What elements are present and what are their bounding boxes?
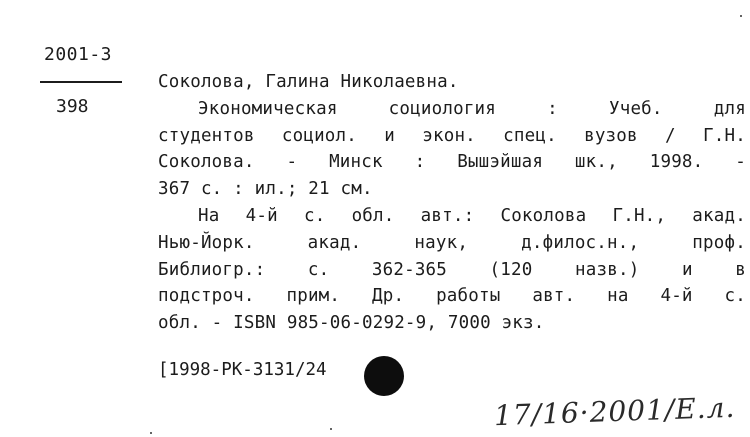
description-line [198,206,746,226]
description-word: 362-365 [371,260,448,280]
description-word: шк., [574,152,618,172]
description-word: акад. [692,206,746,226]
description-word: назв.) [575,260,640,280]
description-word: акад. [307,233,362,253]
speck [150,432,152,434]
description-word: 4-й [245,206,278,226]
description-word: Нью-Йорк. [158,233,255,253]
description-word: прим. [286,286,341,306]
description-word: с. [307,260,330,280]
description-word: (120 [489,260,533,280]
description-word: социология [388,99,497,119]
description-word: Экономическая [198,99,338,119]
ink-blot [364,356,404,396]
description-word: для [713,99,746,119]
registration-number: [1998-РК-3131/24 [158,360,327,380]
shelf-number: 398 [56,96,89,117]
description-line [158,260,746,280]
description-word: спец. [503,126,557,146]
speck [740,15,742,17]
description-word: подстроч. [158,286,255,306]
description-word: 1998. [649,152,704,172]
description-word: Соколова [500,206,587,226]
description-word: д.филос.н., [521,233,640,253]
description-word: Учеб. [608,99,663,119]
description-word: проф. [692,233,746,253]
speck [330,428,332,430]
description-word: Соколова. [158,152,255,172]
description-word: : [414,152,426,172]
description-word: социол. [281,126,358,146]
description-word: студентов [158,126,255,146]
description-line [158,126,746,146]
description-word: и [681,260,693,280]
description-word: Г.Н. [702,126,746,146]
description-word: вузов [584,126,638,146]
description-word: с. [724,286,746,306]
description-line [158,313,545,333]
description-word: Др. [372,286,405,306]
description-line [158,152,746,172]
description-word: обл. [351,206,395,226]
description-line [158,233,746,253]
description-word: 367 с. : ил.; 21 см. [158,179,373,199]
handwritten-note: 17/16·2001/Е.л. [493,390,736,433]
description-line [158,286,746,306]
description-word: Минск [329,152,383,172]
description-word: с. [303,206,326,226]
description-word: наук, [414,233,469,253]
description-word: экон. [422,126,476,146]
description-word: в [735,260,746,280]
description-word: Г.Н., [612,206,667,226]
description-word: / [665,126,676,146]
description-word: На [198,206,220,226]
description-word: работы [436,286,501,306]
author-heading: Соколова, Галина Николаевна. [158,72,459,92]
description-word: авт.: [420,206,475,226]
description-word: 4-й [660,286,693,306]
description-word: - [286,152,298,172]
description-line [158,179,373,199]
description-word: авт. [532,286,576,306]
description-word: на [607,286,629,306]
description-word: Вышэйшая [457,152,544,172]
description-word: : [547,99,558,119]
description-word: - [735,152,746,172]
description-word: обл. - ISBN 985-06-0292-9, 7000 экз. [158,313,545,333]
call-number: 2001-3 [44,44,113,65]
description-line [198,99,746,119]
description-word: и [384,126,395,146]
description-word: Библиогр.: [158,260,266,280]
call-number-divider [40,81,122,83]
